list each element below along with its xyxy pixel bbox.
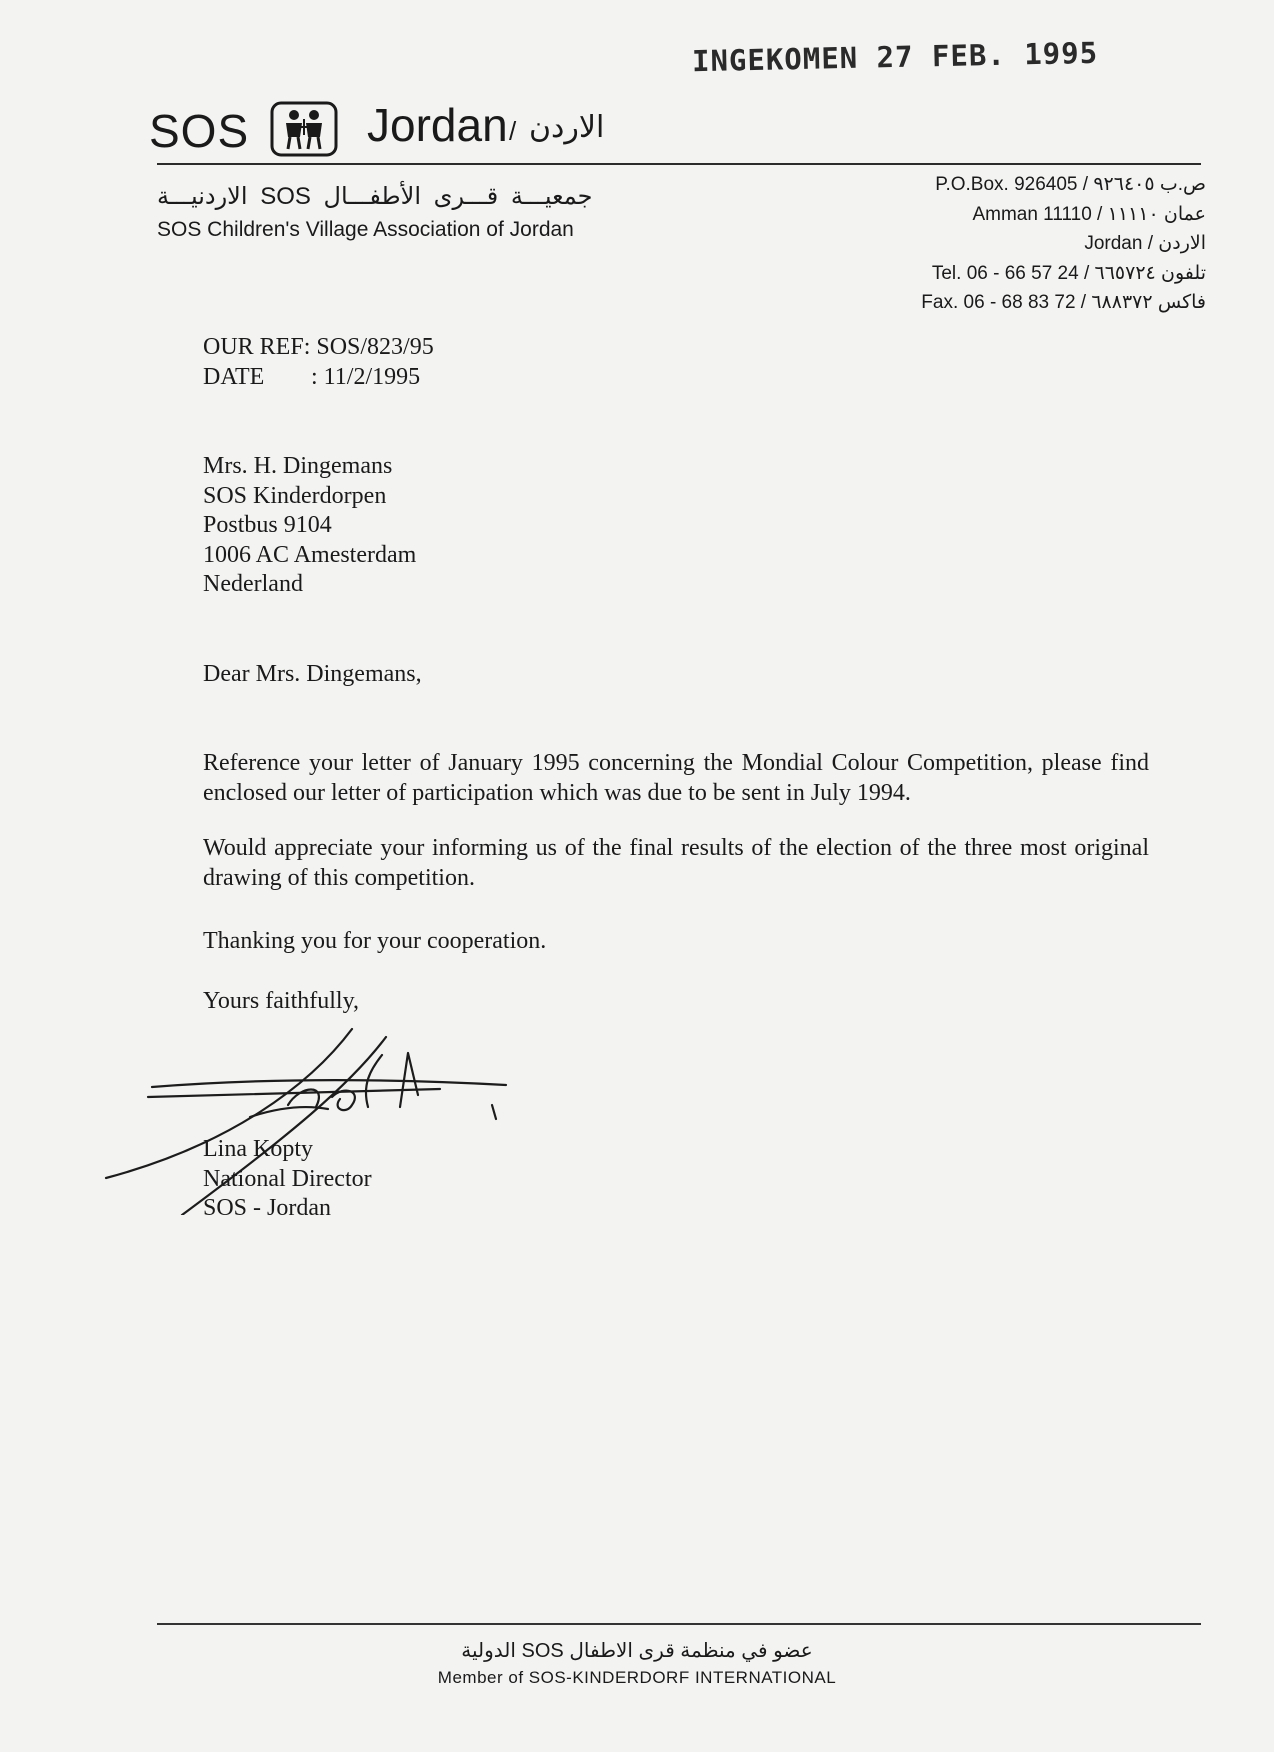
address-country: Jordan / الاردن	[1084, 233, 1206, 254]
recipient-name: Mrs. H. Dingemans	[203, 453, 393, 479]
letterhead-country: Jordan	[367, 99, 508, 151]
recipient-address	[203, 452, 416, 600]
body-paragraph: Would appreciate your informing us of the final results of the election of the three most original drawing of this competition.	[203, 835, 1149, 891]
signatory-title: National Director	[203, 1165, 372, 1192]
body-paragraph: Thanking you for your cooperation.	[203, 928, 547, 954]
reference-label: OUR REF:	[203, 334, 311, 360]
footer-membership-arabic: عضو في منظمة قرى الاطفال SOS الدولية	[461, 1640, 813, 1662]
footer-divider	[157, 1623, 1201, 1625]
footer-membership-english: Member of SOS-KINDERDORF INTERNATIONAL	[437, 1668, 837, 1687]
letterhead-country-arabic: الاردن	[529, 111, 605, 144]
letterhead-divider	[157, 163, 1201, 165]
association-name-arabic: جمعيـــة قـــرى الأطفـــال SOS الاردنيـــة	[157, 183, 593, 210]
signatory-name: Lina Kopty	[203, 1136, 313, 1162]
reference-block	[203, 333, 434, 392]
address-po-box: P.O.Box. 926405 / ص.ب ٩٢٦٤٠٥	[935, 174, 1206, 195]
letterhead-org: SOS	[149, 105, 250, 157]
address-city: Amman 11110 / عمان ١١١١٠	[972, 203, 1206, 225]
association-name-english: SOS Children's Village Association of Jordan	[157, 218, 574, 241]
recipient-city: 1006 AC Amesterdam	[203, 541, 417, 568]
address-telephone: Tel. 06 - 66 57 24 / تلفون ٦٦٥٧٢٤	[931, 262, 1206, 284]
date-value: : 11/2/1995	[311, 363, 421, 390]
received-stamp: INGEKOMEN 27 FEB. 1995	[691, 35, 1099, 79]
contact-address-block	[921, 170, 1206, 318]
date-label: DATE	[203, 363, 265, 390]
recipient-organization: SOS Kinderdorpen	[203, 482, 387, 509]
recipient-postbox: Postbus 9104	[203, 512, 332, 538]
letterhead-slash: /	[509, 116, 517, 146]
body-paragraph: Reference your letter of January 1995 concerning the Mondial Colour Competition, please find enclosed our letter of participation which was due to be sent in July 1994.	[203, 750, 1149, 806]
reference-row	[203, 333, 434, 363]
recipient-country: Nederland	[203, 571, 303, 597]
sos-children-logo-icon	[270, 101, 338, 157]
signatory-block	[203, 1135, 372, 1224]
salutation: Dear Mrs. Dingemans,	[203, 661, 422, 687]
address-fax: Fax. 06 - 68 83 72 / فاكس ٦٨٨٣٧٢	[921, 292, 1206, 313]
date-row	[203, 363, 434, 393]
signatory-organization: SOS - Jordan	[203, 1195, 332, 1221]
reference-value: SOS/823/95	[316, 334, 434, 360]
closing: Yours faithfully,	[203, 988, 360, 1014]
